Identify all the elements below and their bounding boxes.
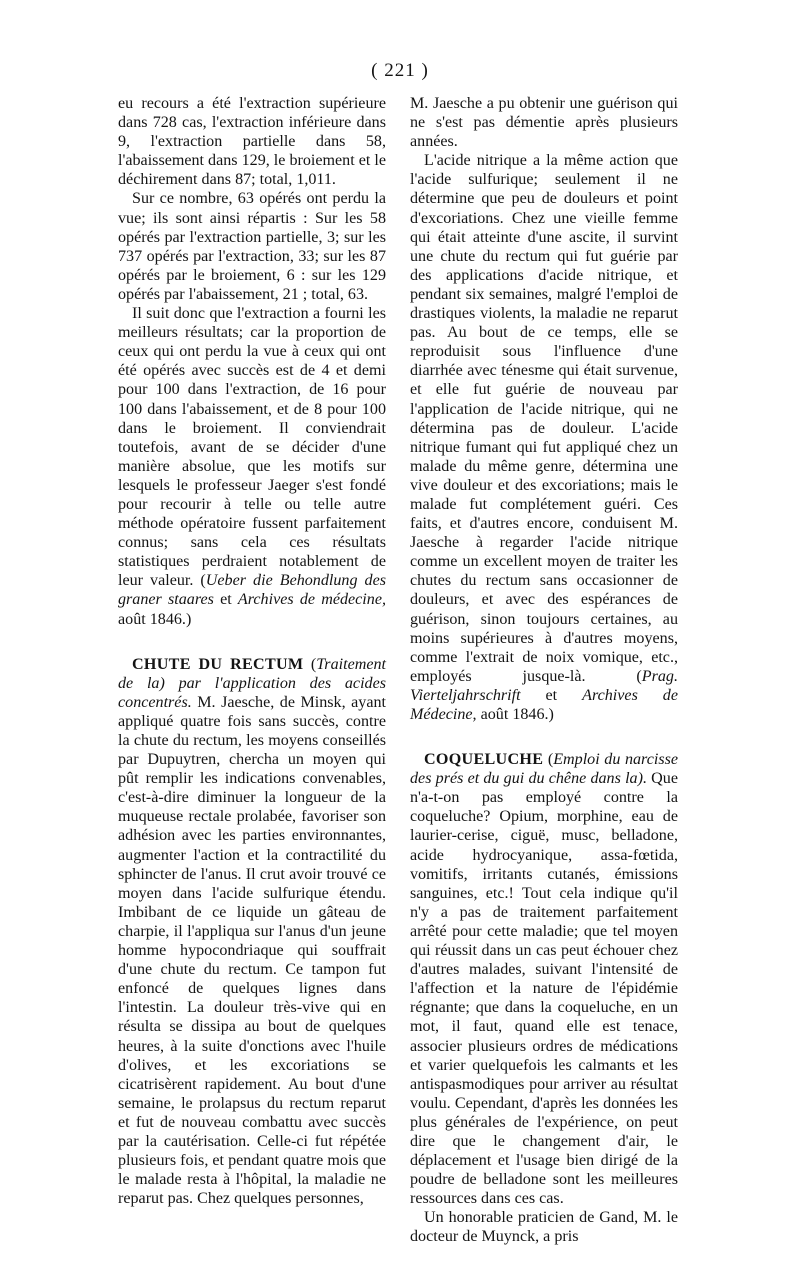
open-paren: ( [543, 751, 554, 769]
open-paren: ( [303, 655, 317, 673]
citation-date: août 1846.) [118, 610, 192, 628]
right-column [410, 94, 678, 1247]
source-title: Prag. Vierteljahrschrift [410, 667, 678, 704]
paragraph-statistics: eu recours a été l'extraction supérieure dans 728 cas, l'extraction inférieure dans 9, l'extraction partielle dans 58, l'abaissement dans 129, le broiement et le déchirement dans 87; total, 1,011. [118, 95, 386, 189]
citation-date: août 1846.) [476, 706, 554, 723]
page-number: ( 221 ) [371, 60, 429, 81]
nitric-acid-text: L'acide nitrique a la même action que l'acide sulfurique; seulement il ne détermine que peu de douleurs et point d'excoriations. Chez une vieille femme qui était atteinte d'une ascite, il survint une chute du rectum qui fut guérie par des applications d'acide nitrique, et pendant six semaines, malgré l'emploi de drastiques violents, la maladie ne reparut pas. Au bout de ce temps, elle se reproduisit sous l'influence d'une diarrhée avec ténesme qui était survenue, et elle fut guérie de nouveau par l'application de l'acide nitrique, qui ne détermina pas de douleur. L'acide nitrique fumant qui fut appliqué chez un malade du même genre, détermina une vive douleur et des excoriations; mais le malade fut complétement guéri. Ces faits, et d'autres encore, conduisent M. Jaesche à regarder l'acide nitrique comme un excellent moyen de traiter les chutes du rectum sans occasionner de douleurs, et avec des espérances de guérison, sinon toujours certaines, au moins supérieures à d'autres moyens, comme l'extrait de noix vomique, etc., employés jusque-là. ( [410, 152, 678, 685]
left-column [118, 94, 386, 1208]
conjunction: et [520, 686, 583, 704]
section-body: M. Jaesche, de Minsk, ayant appliqué quatre fois sans succès, contre la chute du rectum, les moyens conseillés par Dupuytren, chercha un moyen qui pût remplir les indications convenables, c'est-à-dire diminuer la longueur de la muqueuse rectale prolabée, favoriser son adhésion avec les parties environnantes, augmenter l'action et la contractilité du sphincter de l'anus. Il crut avoir trouvé ce moyen dans l'acide sulfurique étendu. Imbibant de ce liquide un gâteau de charpie, il l'appliqua sur l'anus d'un jeune homme hypocondriaque qui souffrait d'une chute du rectum. Ce tampon fut enfoncé de quelques lignes dans l'intestin. La douleur très-vive qui en résulta se dissipa au bout de quelques heures, à la suite d'onctions avec l'huile d'olives, et les excoriations se cicatrisèrent rapidement. Au bout d'une semaine, le prolapsus du rectum reparut et fut de nouveau combattu avec succès par la cautérisation. Celle-ci fut répétée plusieurs fois, et pendant quatre mois que le malade resta à l'hôpital, la maladie ne reparut pas. Chez quelques personnes, [118, 693, 386, 1208]
paragraph-continuation: M. Jaesche a pu obtenir une guérison qui ne s'est pas démentie après plusieurs années. [410, 95, 678, 151]
section-heading: CHUTE DU RECTUM [132, 655, 304, 673]
section-subtitle: Traitement de la) par l'application des acides concentrés. [118, 655, 386, 711]
conjunction: et [213, 591, 238, 609]
journal-title: Archives de médecine, [237, 591, 386, 609]
section-body: Que n'a-t-on pas employé contre la coqueluche? Opium, morphine, eau de laurier-cerise, ciguë, musc, belladone, acide hydrocyanique, assa-fœtida, vomitifs, irritants cutanés, émissions sanguines, etc.! Tout cela indique qu'il n'y a pas de traitement parfaitement arrêté pour cette maladie; que tel moyen qui réussit dans un cas peut échouer chez d'autres malades, suivant l'intensité de l'affection et la nature de l'épidémie régnante; que dans la coqueluche, en un mot, il faut, quand elle est tenace, associer plusieurs ordres de médications et varier quelquefois les calmants et les antispasmodiques pour arriver au résultat voulu. Cependant, d'après les données les plus générales de l'expérience, on peut dire que le changement d'air, le déplacement et l'usage bien dirigé de la poudre de belladone sont les meilleures ressources dans ces cas. [410, 770, 678, 1208]
paragraph-ghent-practitioner: Un honorable praticien de Gand, M. le docteur de Muynck, a pris [410, 1209, 678, 1246]
paragraph-conclusion [118, 304, 386, 629]
section-chute-du-rectum [118, 655, 386, 1209]
conclusion-text: Il suit donc que l'extraction a fourni les meilleurs résultats; car la proportion de ceux qui ont perdu la vue à ceux qui ont été opérés avec succès est de 4 et demi pour 100 dans l'extraction, de 16 pour 100 dans l'abaissement, et de 8 pour 100 dans le broiement. Il conviendrait toutefois, avant de se décider d'une manière absolue, que les motifs sur lesquels le professeur Jaeger s'est fondé pour recourir à telle ou telle autre méthode opératoire fussent parfaitement connus; sans cela ces résultats statistiques perdraient notablement de leur valeur. ( [118, 305, 386, 590]
section-subtitle: Emploi du narcisse des prés et du gui du chêne dans la). [410, 751, 678, 788]
paragraph-loss-of-sight: Sur ce nombre, 63 opérés ont perdu la vue; ils sont ainsi répartis : Sur les 58 opérés par l'extraction partielle, 3; sur les 737 opérés par l'extraction, 33; sur les 87 opérés par le broiement, 6 : sur les 129 opérés par l'abaissement, 21 ; total, 63. [118, 190, 386, 303]
paragraph-nitric-acid [410, 151, 678, 724]
section-coqueluche [410, 750, 678, 1208]
source-title: Ueber die Behondlung des graner staares [118, 572, 386, 609]
journal-title: Archives de Médecine, [410, 686, 678, 723]
section-heading: COQUELUCHE [424, 751, 544, 769]
